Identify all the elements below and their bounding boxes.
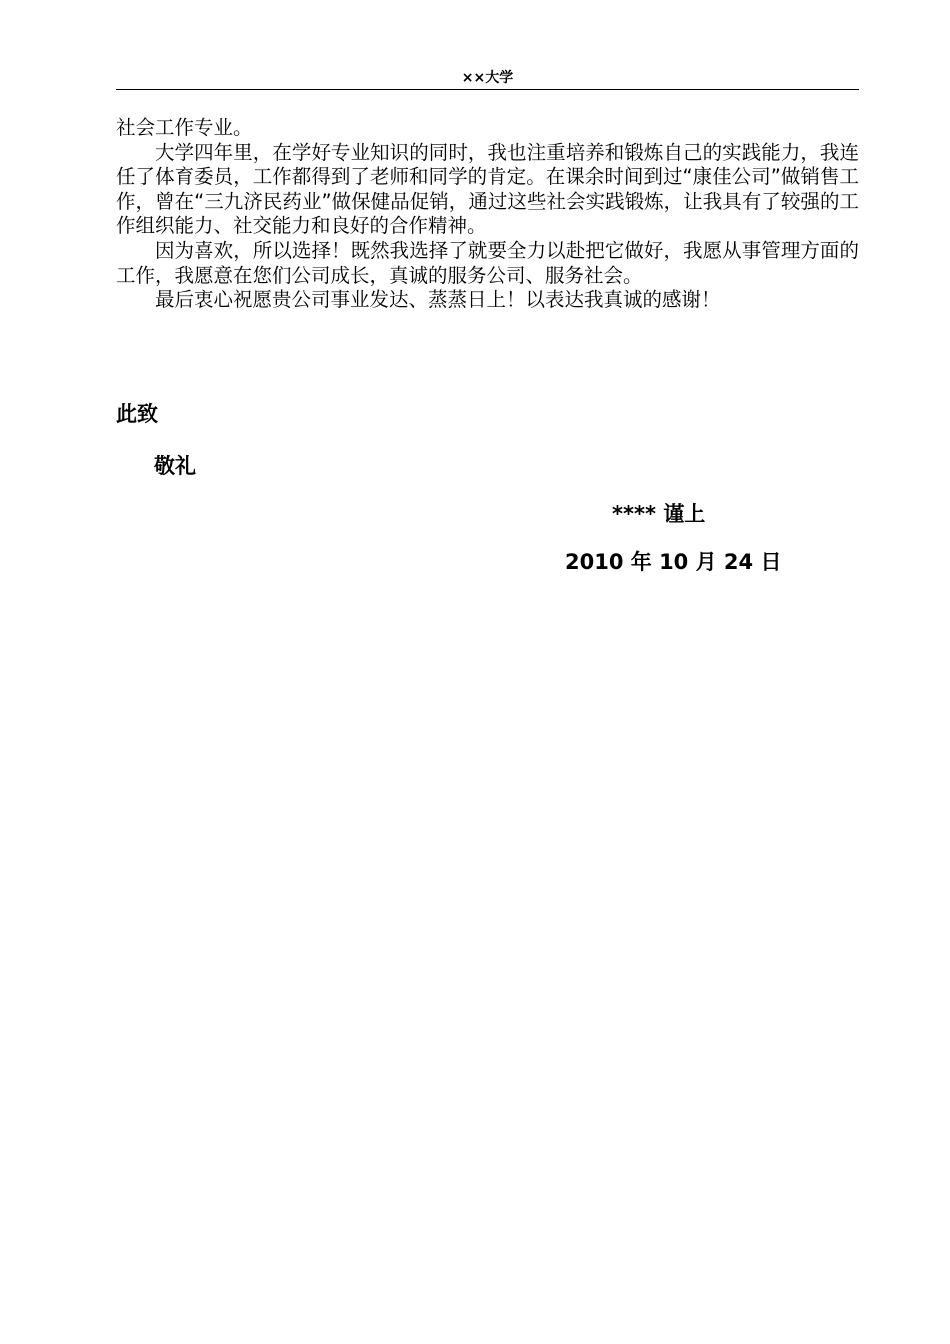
paragraph-continuation: 社会工作专业。: [116, 116, 253, 139]
paragraph-motivation: 因为喜欢，所以选择！既然我选择了就要全力以赴把它做好，我愿从事管理方面的工作，我愿意在您们公司成长，真诚的服务公司、服务社会。: [116, 238, 859, 287]
closing-salutation: 此致: [116, 402, 158, 426]
signature: **** 谨上: [612, 502, 706, 526]
paragraph-thanks: 最后衷心祝愿贵公司事业发达、蒸蒸日上！以表达我真诚的感谢！: [155, 288, 721, 312]
page-header: ××大学: [116, 68, 859, 90]
regards-line: 敬礼: [154, 454, 196, 478]
letter-body: [116, 116, 859, 313]
letter-date: 2010 年 10 月 24 日: [565, 550, 782, 574]
paragraph-practice: 大学四年里，在学好专业知识的同时，我也注重培养和锻炼自己的实践能力，我连任了体育委员，工作都得到了老师和同学的肯定。在课余时间到过“康佳公司”做销售工作，曾在“三九济民药业”做保健品促销，通过这些社会实践锻炼，让我具有了较强的工作组织能力、社交能力和良好的合作精神。: [116, 140, 859, 238]
